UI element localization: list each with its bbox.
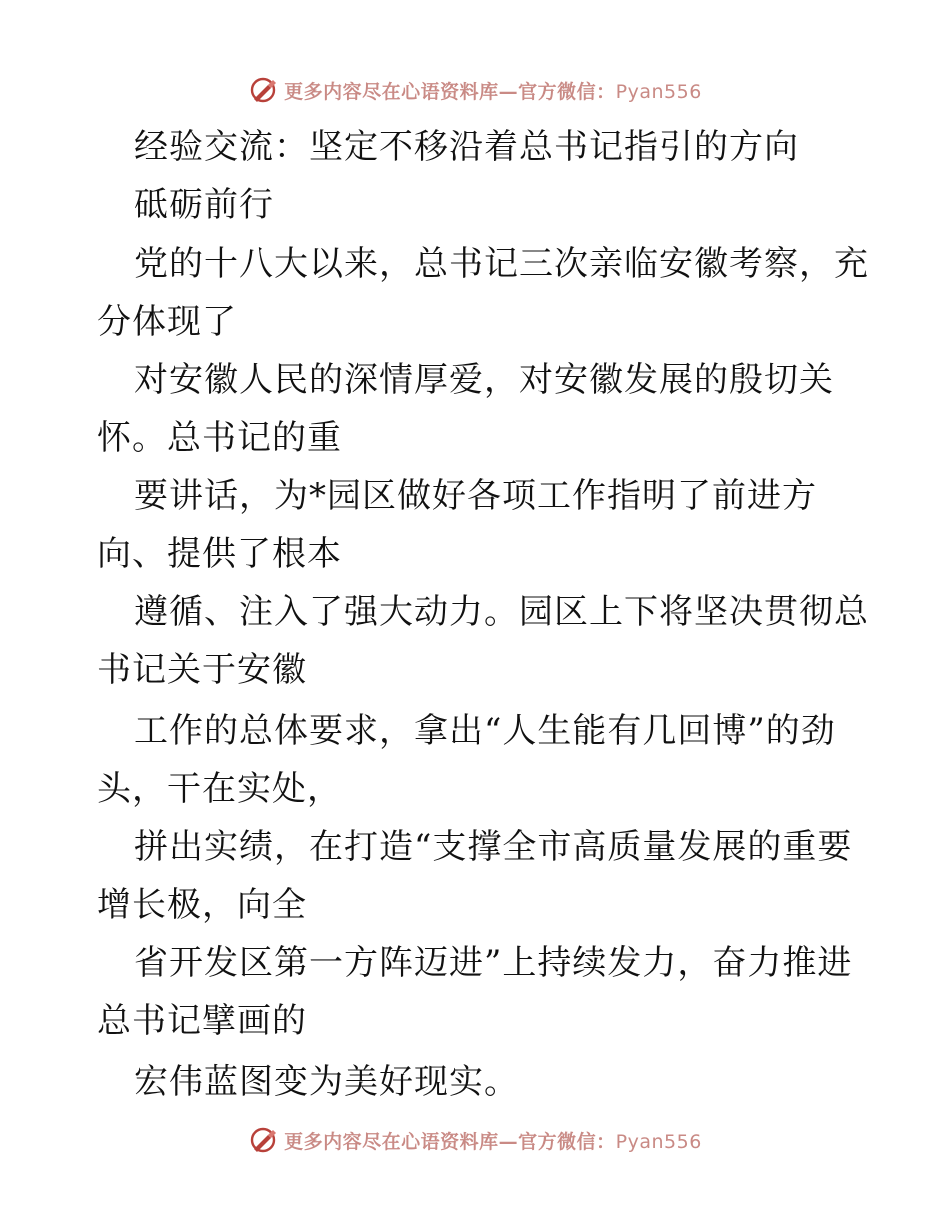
paragraph-line: 省开发区第一方阵迈进”上持续发力，奋力推进 (134, 943, 853, 983)
doc-title-line-2: 砥砺前行 (134, 185, 274, 225)
paragraph-line: 书记关于安徽 (97, 650, 307, 690)
paragraph-line: 向、提供了根本 (97, 534, 342, 574)
wechat-id: Pyan556 (615, 80, 702, 103)
paragraph-line: 拼出实绩，在打造“支撑全市高质量发展的重要 (134, 827, 853, 867)
paragraph-line: 遵循、注入了强大动力。园区上下将坚决贯彻总 (134, 592, 869, 632)
paragraph-line: 工作的总体要求，拿出“人生能有几回博”的劲 (134, 711, 836, 751)
pen-logo-icon (248, 1125, 278, 1155)
paragraph-line: 对安徽人民的深情厚爱，对安徽发展的殷切关 (134, 360, 834, 400)
paragraph-line: 头，干在实处， (97, 769, 342, 809)
doc-title-line-1: 经验交流：坚定不移沿着总书记指引的方向 (134, 127, 799, 167)
watermark-text (284, 77, 702, 104)
watermark-label: 更多内容尽在心语资料库—官方微信： (284, 80, 616, 103)
pen-logo-icon (248, 75, 278, 105)
paragraph-line: 增长极，向全 (97, 885, 307, 925)
paragraph-line: 要讲话，为*园区做好各项工作指明了前进方 (134, 476, 817, 516)
header-watermark (0, 70, 950, 110)
wechat-id: Pyan556 (615, 1130, 702, 1153)
watermark-label: 更多内容尽在心语资料库—官方微信： (284, 1130, 616, 1153)
paragraph-line: 总书记擘画的 (97, 1001, 307, 1041)
paragraph-line: 党的十八大以来，总书记三次亲临安徽考察，充 (134, 244, 869, 284)
footer-watermark (0, 1120, 950, 1160)
paragraph-line: 分体现了 (97, 302, 237, 342)
paragraph-line: 怀。总书记的重 (97, 418, 342, 458)
paragraph-line: 宏伟蓝图变为美好现实。 (134, 1062, 519, 1102)
watermark-text (284, 1127, 702, 1154)
